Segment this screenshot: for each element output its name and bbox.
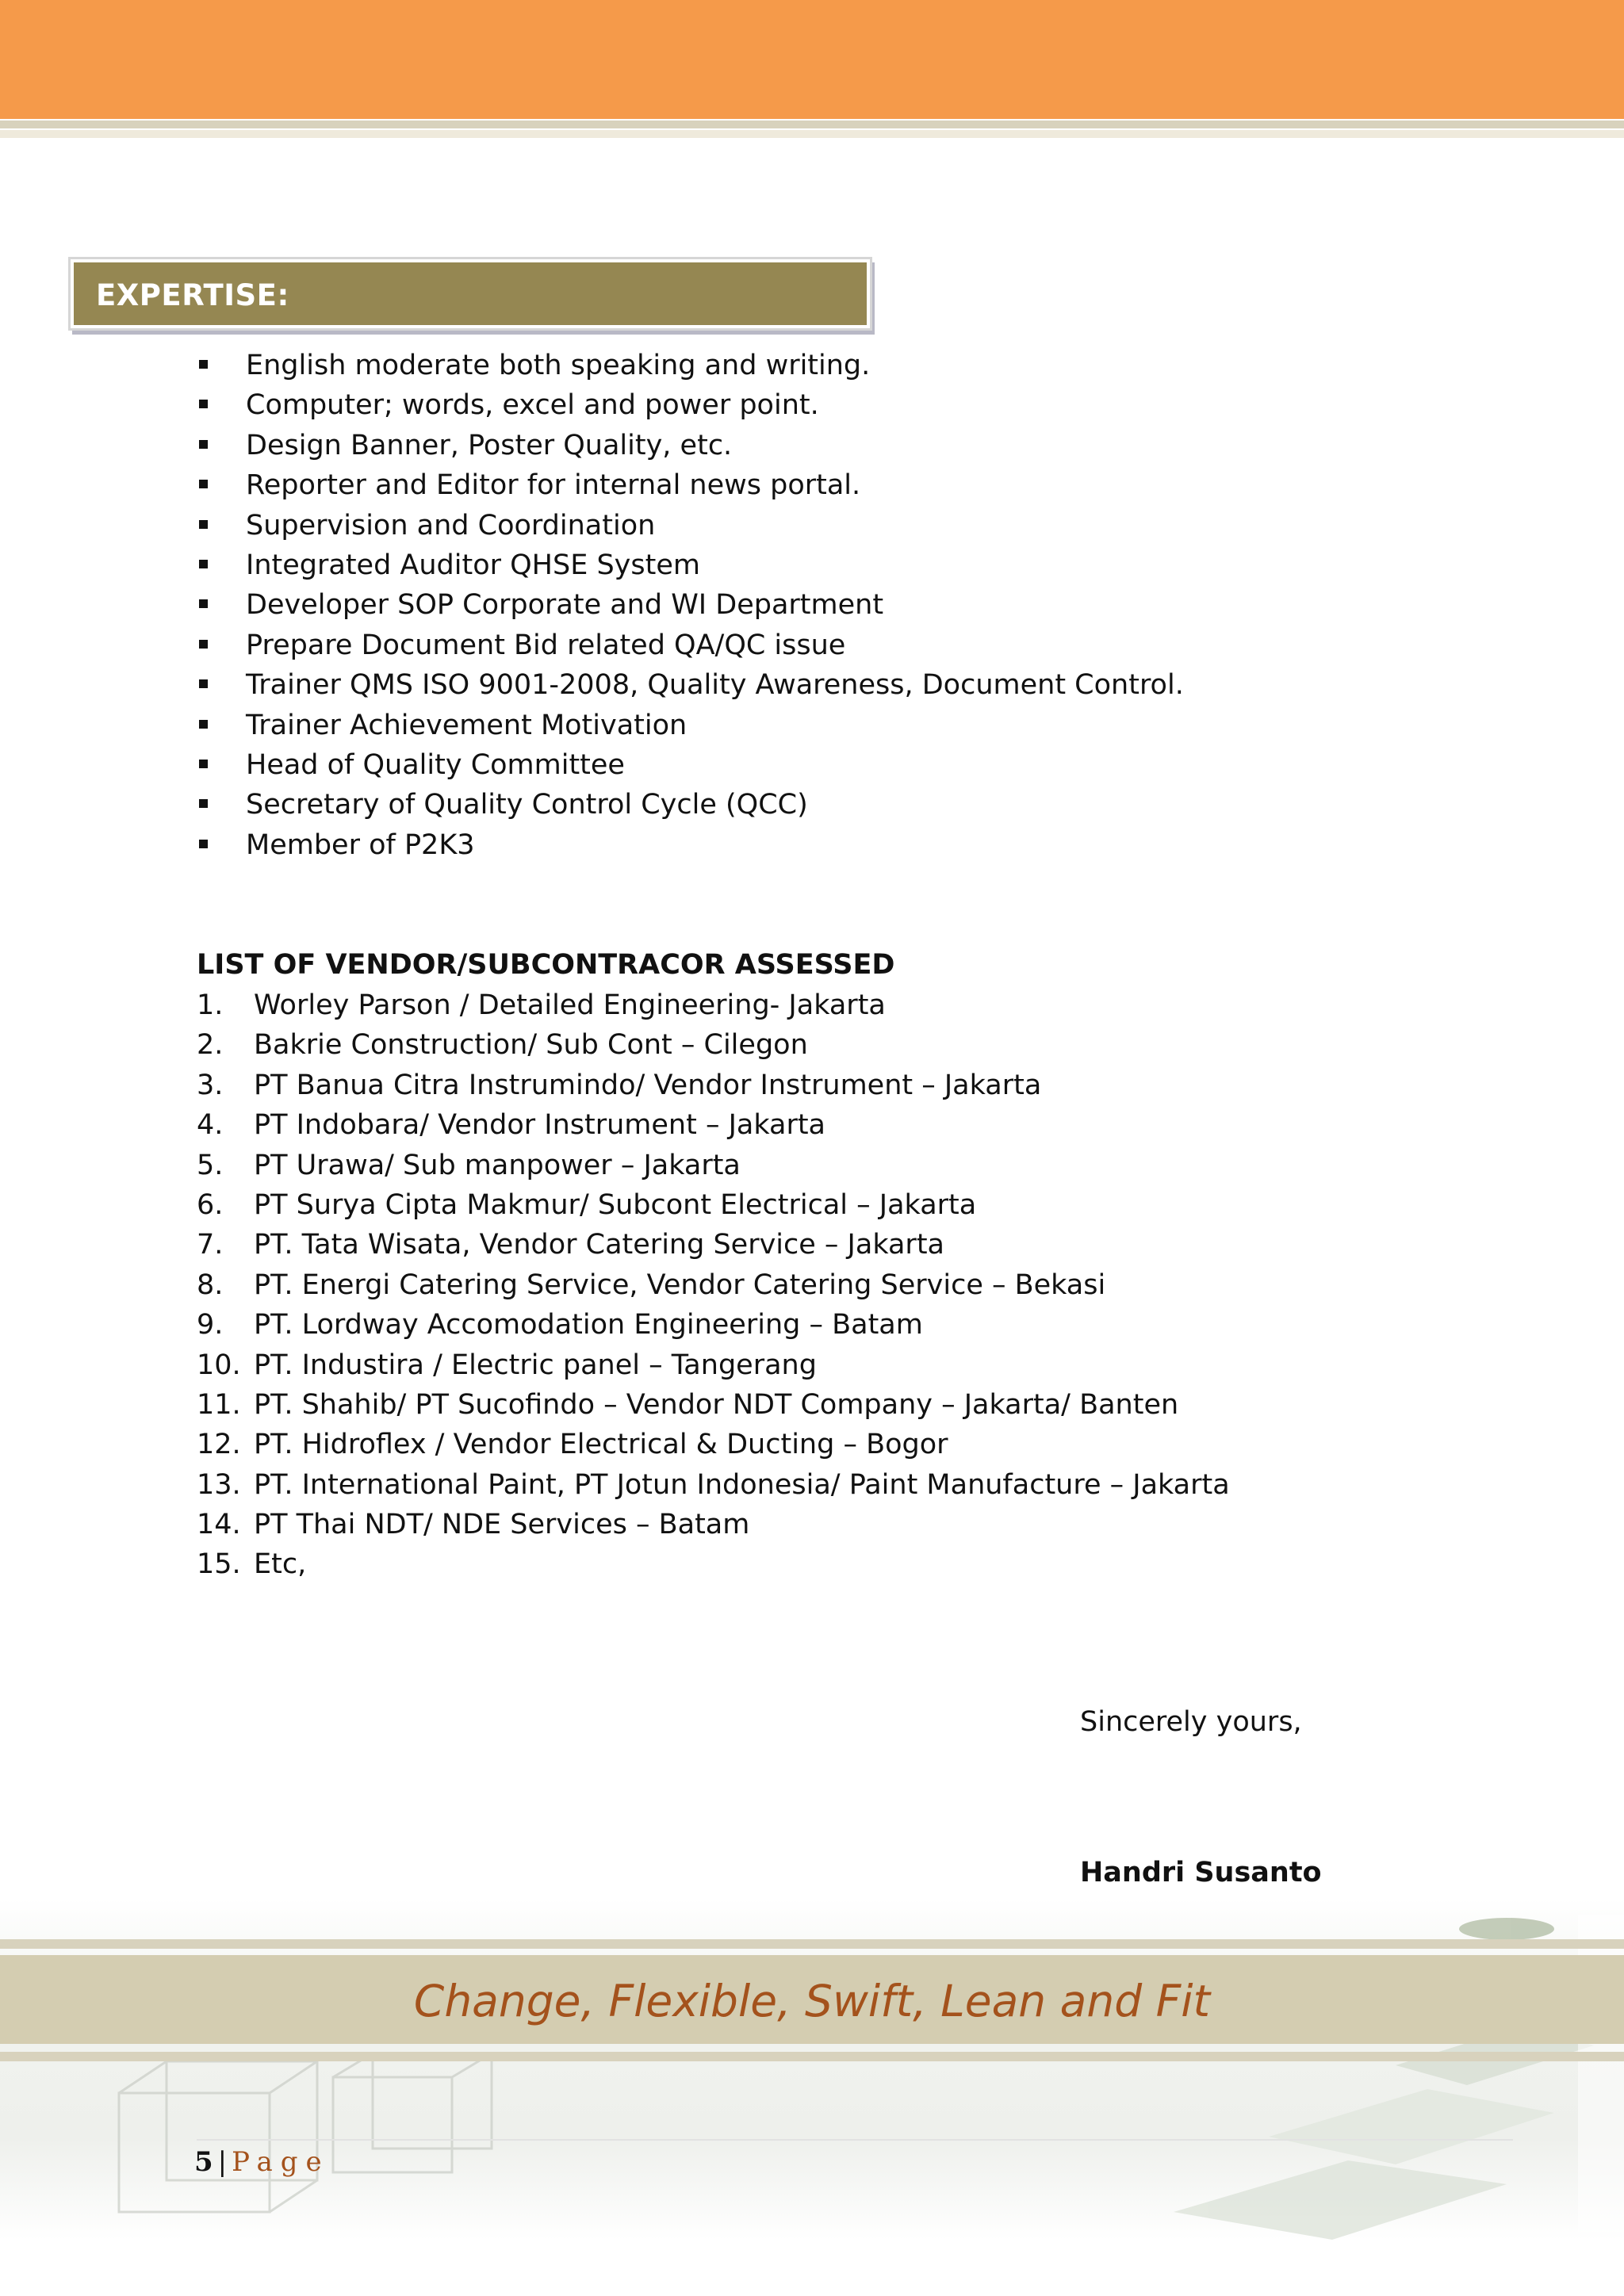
vendor-item bbox=[0, 1466, 1348, 1506]
expertise-item-text: Developer SOP Corporate and WI Department bbox=[246, 589, 884, 622]
closing-salutation: Sincerely yours, bbox=[1080, 1706, 1302, 1738]
vendor-item bbox=[0, 1545, 1348, 1585]
bullet-square-icon bbox=[199, 520, 208, 529]
vendor-item-text: PT. Energi Catering Service, Vendor Catering Service – Bekasi bbox=[254, 1269, 1106, 1301]
vendor-item-number: 11. bbox=[197, 1388, 241, 1421]
expertise-item-text: Secretary of Quality Control Cycle (QCC) bbox=[246, 789, 808, 821]
bullet-square-icon bbox=[199, 599, 208, 608]
vendor-item-number: 13. bbox=[197, 1468, 241, 1501]
expertise-item bbox=[0, 586, 1348, 626]
expertise-item-text: Trainer Achievement Motivation bbox=[246, 709, 688, 741]
expertise-item bbox=[0, 507, 1348, 546]
bullet-square-icon bbox=[199, 480, 208, 488]
vendor-item-text: PT Urawa/ Sub manpower – Jakarta bbox=[254, 1149, 741, 1181]
vendor-item-text: PT. International Paint, PT Jotun Indonesia/ Paint Manufacture – Jakarta bbox=[254, 1468, 1230, 1501]
bullet-square-icon bbox=[199, 760, 208, 768]
expertise-list bbox=[0, 346, 1348, 866]
expertise-item bbox=[0, 746, 1348, 786]
expertise-item bbox=[0, 466, 1348, 506]
page-label: Page bbox=[232, 2146, 330, 2178]
vendor-item bbox=[0, 1425, 1348, 1465]
footer-slogan: Change, Flexible, Swift, Lean and Fit bbox=[413, 1976, 1211, 2026]
bullet-square-icon bbox=[199, 440, 208, 449]
footer-decoration-image bbox=[0, 1899, 1624, 2256]
bullet-square-icon bbox=[199, 679, 208, 688]
expertise-item bbox=[0, 427, 1348, 466]
expertise-heading-box bbox=[71, 259, 870, 328]
vendor-item-number: 1. bbox=[197, 989, 224, 1021]
expertise-item bbox=[0, 666, 1348, 706]
vendor-item-text: PT Surya Cipta Makmur/ Subcont Electrical – Jakarta bbox=[254, 1188, 977, 1221]
vendor-item bbox=[0, 1306, 1348, 1345]
vendor-item-text: PT. Shahib/ PT Sucofindo – Vendor NDT Company – Jakarta/ Banten bbox=[254, 1388, 1179, 1421]
vendor-item-number: 3. bbox=[197, 1069, 224, 1101]
header-rule-light bbox=[0, 130, 1624, 138]
vendor-item bbox=[0, 1226, 1348, 1265]
vendor-item-number: 14. bbox=[197, 1509, 241, 1541]
bullet-square-icon bbox=[199, 360, 208, 369]
expertise-item-text: Computer; words, excel and power point. bbox=[246, 389, 819, 422]
vendor-item bbox=[0, 1026, 1348, 1066]
vendor-item bbox=[0, 1186, 1348, 1226]
vendor-item-number: 2. bbox=[197, 1029, 224, 1062]
vendor-list bbox=[0, 986, 1348, 1586]
bullet-square-icon bbox=[199, 400, 208, 408]
vendor-item-number: 12. bbox=[197, 1429, 241, 1461]
vendor-item-number: 9. bbox=[197, 1309, 224, 1341]
expertise-item bbox=[0, 626, 1348, 666]
expertise-item-text: Member of P2K3 bbox=[246, 828, 475, 861]
bullet-square-icon bbox=[199, 840, 208, 848]
vendor-item-text: Etc, bbox=[254, 1548, 307, 1581]
expertise-item bbox=[0, 786, 1348, 825]
vendor-list-title: LIST OF VENDOR/SUBCONTRACOR ASSESSED bbox=[197, 949, 895, 981]
expertise-item-text: Head of Quality Committee bbox=[246, 748, 625, 781]
vendor-item-text: PT Banua Citra Instrumindo/ Vendor Instrument – Jakarta bbox=[254, 1069, 1042, 1101]
vendor-item-number: 8. bbox=[197, 1269, 224, 1301]
vendor-item-number: 15. bbox=[197, 1548, 241, 1581]
vendor-item-number: 6. bbox=[197, 1188, 224, 1221]
bullet-square-icon bbox=[199, 640, 208, 649]
vendor-item bbox=[0, 1346, 1348, 1386]
vendor-item-text: PT Thai NDT/ NDE Services – Batam bbox=[254, 1509, 750, 1541]
expertise-item-text: English moderate both speaking and writing. bbox=[246, 350, 871, 381]
expertise-item-text: Design Banner, Poster Quality, etc. bbox=[246, 429, 733, 461]
expertise-item bbox=[0, 346, 1348, 386]
vendor-item-number: 5. bbox=[197, 1149, 224, 1181]
header-rule bbox=[0, 121, 1624, 128]
signature-name: Handri Susanto bbox=[1080, 1857, 1322, 1888]
bullet-square-icon bbox=[199, 799, 208, 808]
vendor-item-text: Worley Parson / Detailed Engineering- Jakarta bbox=[254, 989, 886, 1021]
vendor-item-text: PT. Lordway Accomodation Engineering – Batam bbox=[254, 1309, 923, 1341]
expertise-item-text: Reporter and Editor for internal news portal. bbox=[246, 469, 861, 502]
bullet-square-icon bbox=[199, 560, 208, 568]
vendor-item-number: 4. bbox=[197, 1109, 224, 1142]
header-band bbox=[0, 0, 1624, 119]
vendor-item bbox=[0, 1386, 1348, 1425]
expertise-item bbox=[0, 826, 1348, 866]
expertise-item-text: Integrated Auditor QHSE System bbox=[246, 549, 700, 581]
vendor-item bbox=[0, 1146, 1348, 1186]
vendor-item bbox=[0, 1506, 1348, 1545]
vendor-item-text: PT. Hidroflex / Vendor Electrical & Ducting – Bogor bbox=[254, 1429, 948, 1461]
expertise-item-text: Supervision and Coordination bbox=[246, 509, 656, 541]
vendor-item-number: 10. bbox=[197, 1349, 241, 1381]
expertise-item bbox=[0, 706, 1348, 746]
footer-rule bbox=[0, 1939, 1624, 1949]
vendor-item-text: PT. Tata Wisata, Vendor Catering Service – Jakarta bbox=[254, 1229, 944, 1261]
expertise-item bbox=[0, 386, 1348, 426]
vendor-item-number: 7. bbox=[197, 1229, 224, 1261]
vendor-item-text: PT Indobara/ Vendor Instrument – Jakarta bbox=[254, 1109, 826, 1142]
footer-rule-lower bbox=[0, 2052, 1624, 2061]
bullet-square-icon bbox=[199, 720, 208, 729]
page-number-separator: | bbox=[217, 2146, 228, 2178]
page-number bbox=[194, 2146, 330, 2178]
vendor-item bbox=[0, 1266, 1348, 1306]
vendor-item-text: PT. Industira / Electric panel – Tangerang bbox=[254, 1349, 817, 1381]
vendor-item bbox=[0, 1066, 1348, 1106]
vendor-item-text: Bakrie Construction/ Sub Cont – Cilegon bbox=[254, 1029, 808, 1062]
expertise-item-text: Prepare Document Bid related QA/QC issue bbox=[246, 629, 846, 661]
vendor-item bbox=[0, 1106, 1348, 1146]
vendor-item bbox=[0, 986, 1348, 1026]
expertise-item bbox=[0, 546, 1348, 586]
expertise-heading: EXPERTISE: bbox=[96, 278, 289, 312]
expertise-item-text: Trainer QMS ISO 9001-2008, Quality Awareness, Document Control. bbox=[246, 669, 1184, 702]
page-number-value: 5 bbox=[194, 2146, 213, 2178]
page-number-rule bbox=[197, 2139, 1513, 2141]
